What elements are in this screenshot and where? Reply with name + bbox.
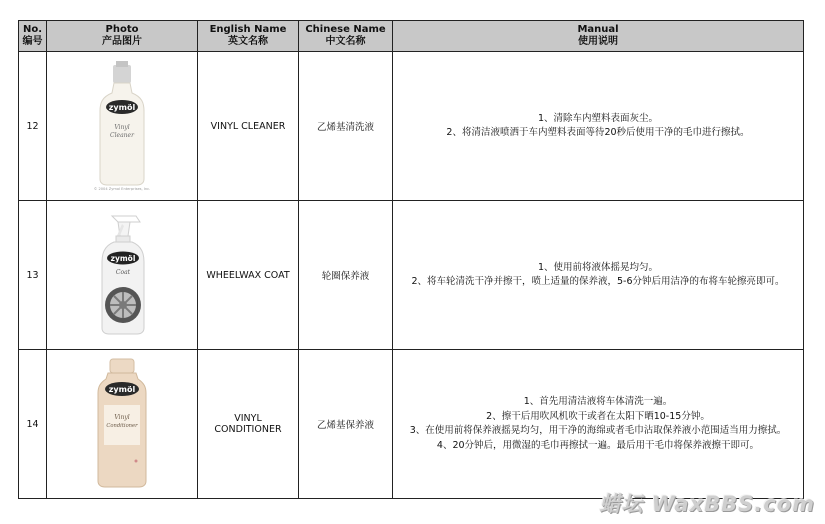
- chinese-name: 乙烯基清洗液: [299, 52, 393, 201]
- chinese-name: 乙烯基保养液: [299, 350, 393, 499]
- row-number: 14: [19, 350, 47, 499]
- label-line-1: Coat: [115, 269, 131, 276]
- header-no: No. 编号: [19, 21, 47, 52]
- header-english-name: English Name 英文名称: [198, 21, 299, 52]
- label-line-1: Vinyl: [114, 414, 130, 421]
- label-line-1: Vinyl: [114, 124, 130, 131]
- row-number: 12: [19, 52, 47, 201]
- table-row: [19, 350, 804, 499]
- row-number: 13: [19, 201, 47, 350]
- manual-text: [393, 201, 804, 350]
- manual-line: 1、清除车内塑料表面灰尘。: [537, 112, 659, 124]
- header-manual: Manual 使用说明: [393, 21, 804, 52]
- chinese-name: 轮圈保养液: [299, 201, 393, 350]
- english-name: WHEELWAX COAT: [198, 201, 299, 350]
- brand-logo: zymöl: [108, 385, 136, 394]
- vinyl-cleaner-bottle-image: [82, 61, 162, 191]
- manual-line: 2、擦干后用吹风机吹干或者在太阳下晒10-15分钟。: [486, 410, 710, 422]
- table-row: [19, 52, 804, 201]
- header-chinese-name: Chinese Name 中文名称: [299, 21, 393, 52]
- manual-line: 3、在使用前将保养液摇晃均匀，用干净的海绵或者毛巾沾取保养液小范围适当用力擦拭。: [409, 425, 787, 436]
- wheelwax-coat-bottle-image: [82, 210, 162, 340]
- brand-logo: zymöl: [108, 103, 136, 112]
- manual-line: 2、将车轮清洗干净并擦干，喷上适量的保养液，5-6分钟后用洁净的布将车轮擦亮即可。: [411, 276, 785, 287]
- header-row: [19, 21, 804, 52]
- table-row: [19, 201, 804, 350]
- manual-line: 4、20分钟后，用微湿的毛巾再擦拭一遍。最后用干毛巾将保养液擦干即可。: [436, 439, 760, 451]
- label-line-2: Cleaner: [110, 132, 134, 139]
- product-photo: [47, 52, 198, 201]
- manual-text: [393, 52, 804, 201]
- site-watermark: 蜡坛 WaxBBS.com: [599, 492, 815, 516]
- manual-line: 1、首先用清洁液将车体清洗一遍。: [523, 396, 673, 407]
- product-photo: [47, 350, 198, 499]
- header-photo: Photo 产品图片: [47, 21, 198, 52]
- flip-cap: [110, 359, 134, 373]
- product-photo: [47, 201, 198, 350]
- product-table: [18, 20, 804, 499]
- trigger-head: [112, 216, 140, 222]
- manual-text: [393, 350, 804, 499]
- manual-line: 2、将清洁液喷洒于车内塑料表面等待20秒后使用干净的毛巾进行擦拭。: [446, 127, 750, 138]
- sprayer-cap: [113, 65, 131, 83]
- vinyl-conditioner-bottle-image: [82, 357, 162, 491]
- manual-line: 1、使用前将液体摇晃均匀。: [537, 261, 659, 273]
- photo-caption: © 2004 Zymol Enterprises, Inc.: [93, 187, 151, 191]
- english-name: VINYL CLEANER: [198, 52, 299, 201]
- label-line-2: Conditioner: [106, 423, 138, 429]
- brand-logo: zymöl: [110, 254, 136, 263]
- english-name: VINYL CONDITIONER: [198, 350, 299, 499]
